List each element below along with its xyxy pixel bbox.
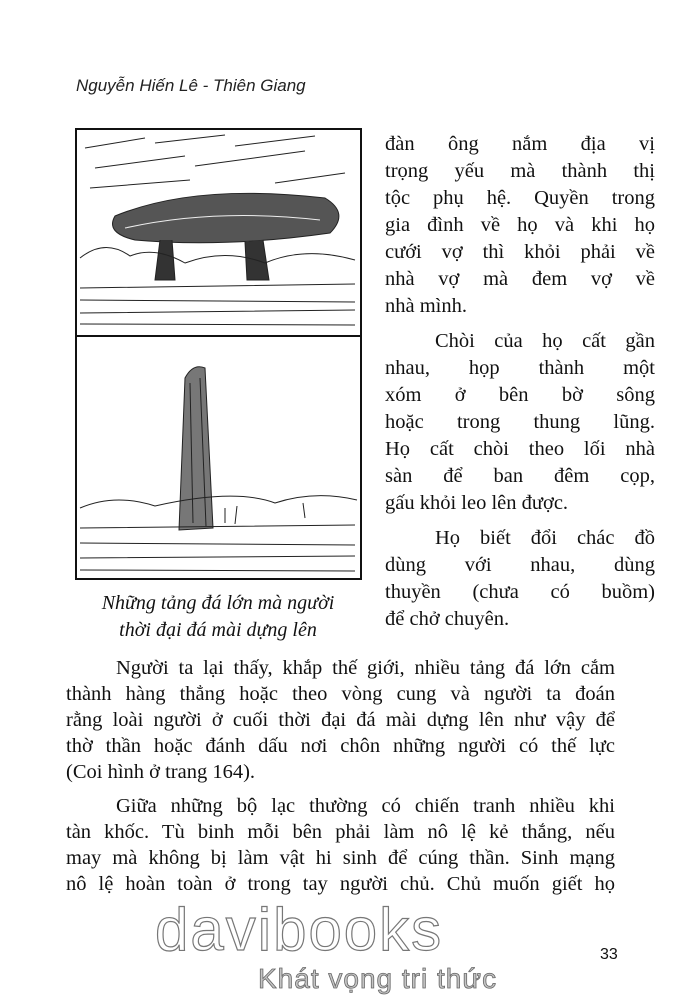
illustration-standing-stones — [75, 128, 362, 580]
text-line: dùng với nhau, dùng — [385, 554, 655, 576]
caption-line: Những tảng đá lớn mà người — [101, 592, 335, 614]
text-line: Người ta lại thấy, khắp thế giới, nhiều tảng đá lớn cắm — [116, 657, 615, 679]
text-line: tộc phụ hệ. Quyền trong — [385, 187, 655, 209]
text-line: nhau, họp thành một — [385, 357, 655, 379]
body-text — [66, 655, 615, 897]
text-line: rằng loài người ở cuối thời đại đá mài dựng lên như vậy để — [66, 709, 615, 731]
text-line: nhà vợ mà đem vợ về — [385, 268, 655, 290]
paragraph — [66, 655, 615, 785]
text-line: hoặc trong thung lũng. — [385, 411, 655, 433]
running-header: Nguyễn Hiến Lê - Thiên Giang — [76, 76, 306, 95]
text-line: thành hàng thẳng hoặc theo vòng cung và người ta đoán — [66, 683, 615, 705]
text-line: thuyền (chưa có buồm) — [385, 581, 655, 603]
text-line: tàn khốc. Tù binh mỗi bên phải làm nô lệ kẻ thắng, nếu — [66, 821, 615, 843]
text-line: để chở chuyên. — [385, 608, 510, 630]
text-line: nô lệ hoàn toàn ở trong tay người chủ. Chủ muốn giết họ — [66, 873, 615, 895]
text-line: trọng yếu mà thành thị — [385, 160, 655, 182]
watermark-slogan: Khát vọng tri thức — [258, 963, 498, 994]
text-line: gia đình về họ và khi họ — [385, 214, 655, 236]
paragraph — [385, 525, 655, 633]
text-line: Giữa những bộ lạc thường có chiến tranh nhiều khi — [116, 795, 615, 817]
paragraph — [385, 131, 655, 320]
text-line: đàn ông nắm địa vị — [385, 133, 655, 155]
text-line: thờ thần hoặc đánh dấu nơi chôn những người có thế lực — [66, 735, 615, 757]
page-number: 33 — [600, 946, 618, 963]
paragraph — [66, 793, 615, 897]
text-line: Họ cất chòi theo lối nhà — [385, 438, 655, 460]
caption-line: thời đại đá mài dựng lên — [119, 619, 317, 641]
right-column-text — [385, 131, 655, 633]
text-line: may mà không bị làm vật hi sinh để cúng thần. Sinh mạng — [66, 847, 615, 869]
paragraph — [385, 328, 655, 517]
text-line: Chòi của họ cất gần — [435, 330, 655, 352]
watermark-brand: davibooks — [155, 896, 444, 963]
text-line: (Coi hình ở trang 164). — [66, 761, 256, 783]
text-line: xóm ở bên bờ sông — [385, 384, 655, 406]
text-line: Họ biết đổi chác đồ — [435, 527, 655, 549]
figure-caption — [62, 590, 374, 644]
text-line: nhà mình. — [385, 295, 467, 317]
text-line: gấu khỏi leo lên được. — [385, 492, 569, 514]
text-line: cưới vợ thì khỏi phải về — [385, 241, 655, 263]
text-line: sàn để ban đêm cọp, — [385, 465, 655, 487]
